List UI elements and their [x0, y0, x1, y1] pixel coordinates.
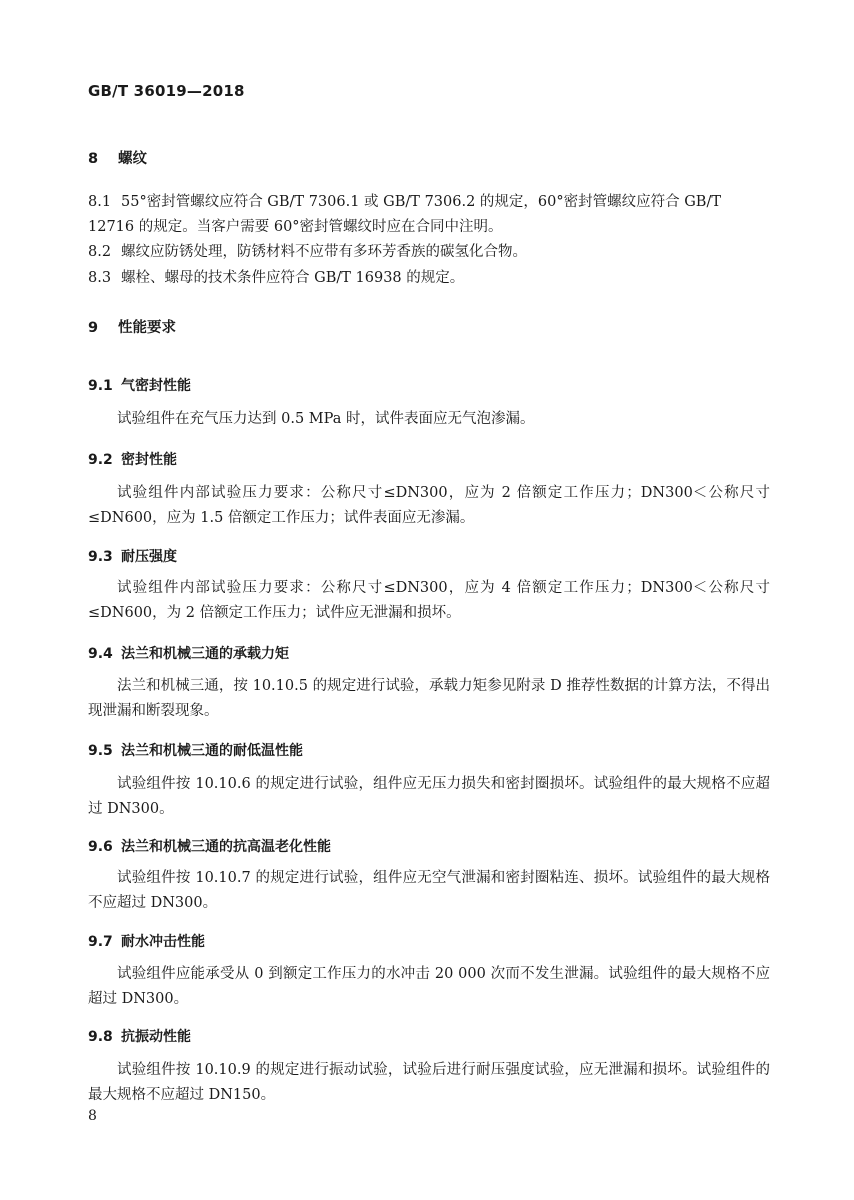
subsection-number: 9.3: [88, 549, 113, 565]
clause-number: 8.1: [88, 194, 112, 210]
subsection-number: 9.4: [88, 646, 113, 662]
standard-code: GB/T 36019—2018: [88, 82, 245, 100]
subsection-title: 气密封性能: [121, 378, 191, 394]
clause-8-3: [88, 266, 768, 291]
subsection-title: 耐水冲击性能: [121, 934, 205, 950]
subsection-9-3-heading: [88, 546, 177, 566]
subsection-9-2-text: 试验组件内部试验压力要求：公称尺寸≤DN300，应为 2 倍额定工作压力；DN300＜公称尺寸≤DN600，应为 1.5 倍额定工作压力；试件表面应无渗漏。: [88, 485, 770, 526]
clause-8-2: [88, 240, 768, 265]
subsection-number: 9.5: [88, 743, 113, 759]
clause-text: 螺纹应防锈处理，防锈材料不应带有多环芳香族的碳氢化合物。: [121, 244, 527, 260]
subsection-9-8-text: 试验组件按 10.10.9 的规定进行振动试验，试验后进行耐压强度试验，应无泄漏和损坏。试验组件的最大规格不应超过 DN150。: [88, 1062, 770, 1103]
subsection-9-3-text: 试验组件内部试验压力要求：公称尺寸≤DN300，应为 4 倍额定工作压力；DN300＜公称尺寸≤DN600，为 2 倍额定工作压力；试件应无泄漏和损坏。: [88, 580, 770, 621]
subsection-number: 9.1: [88, 378, 113, 394]
subsection-title: 法兰和机械三通的抗高温老化性能: [121, 839, 331, 855]
clause-number: 8.3: [88, 270, 112, 286]
subsection-title: 密封性能: [121, 452, 177, 468]
subsection-number: 9.6: [88, 839, 113, 855]
section-title: 螺纹: [118, 151, 147, 167]
subsection-9-8-heading: [88, 1026, 191, 1046]
section-8-heading: [88, 147, 147, 168]
clause-text: 55°密封管螺纹应符合 GB/T 7306.1 或 GB/T 7306.2 的规定，60°密封管螺纹应符合 GB/T 12716 的规定。当客户需要 60°密封管螺纹时应在合同中注明。: [88, 194, 722, 235]
section-title: 性能要求: [118, 320, 176, 336]
subsection-9-7-heading: [88, 931, 205, 951]
section-number: 9: [88, 320, 99, 336]
subsection-title: 耐压强度: [121, 549, 177, 565]
subsection-9-1-text: 试验组件在充气压力达到 0.5 MPa 时，试件表面应无气泡渗漏。: [117, 411, 535, 427]
subsection-title: 法兰和机械三通的承载力矩: [121, 646, 289, 662]
subsection-9-4-heading: [88, 643, 289, 663]
subsection-number: 9.8: [88, 1029, 113, 1045]
section-number: 8: [88, 151, 99, 167]
subsection-9-2-heading: [88, 449, 177, 469]
subsection-9-4-text: 法兰和机械三通，按 10.10.5 的规定进行试验，承载力矩参见附录 D 推荐性数据的计算方法，不得出现泄漏和断裂现象。: [88, 678, 770, 719]
subsection-title: 法兰和机械三通的耐低温性能: [121, 743, 303, 759]
subsection-9-7-text: 试验组件应能承受从 0 到额定工作压力的水冲击 20 000 次而不发生泄漏。试验组件的最大规格不应超过 DN300。: [88, 966, 770, 1007]
subsection-9-5-heading: [88, 740, 303, 760]
subsection-9-6-text: 试验组件按 10.10.7 的规定进行试验，组件应无空气泄漏和密封圈粘连、损坏。试验组件的最大规格不应超过 DN300。: [88, 870, 770, 911]
subsection-9-1-heading: [88, 375, 191, 395]
clause-text: 螺栓、螺母的技术条件应符合 GB/T 16938 的规定。: [121, 270, 465, 286]
subsection-title: 抗振动性能: [121, 1029, 191, 1045]
subsection-9-5-text: 试验组件按 10.10.6 的规定进行试验，组件应无压力损失和密封圈损坏。试验组件的最大规格不应超过 DN300。: [88, 776, 770, 817]
page-number: 8: [88, 1108, 97, 1124]
clause-8-1: [88, 190, 768, 240]
section-9-heading: [88, 316, 176, 337]
clause-number: 8.2: [88, 244, 112, 260]
subsection-9-6-heading: [88, 836, 331, 856]
subsection-number: 9.2: [88, 452, 113, 468]
subsection-number: 9.7: [88, 934, 113, 950]
